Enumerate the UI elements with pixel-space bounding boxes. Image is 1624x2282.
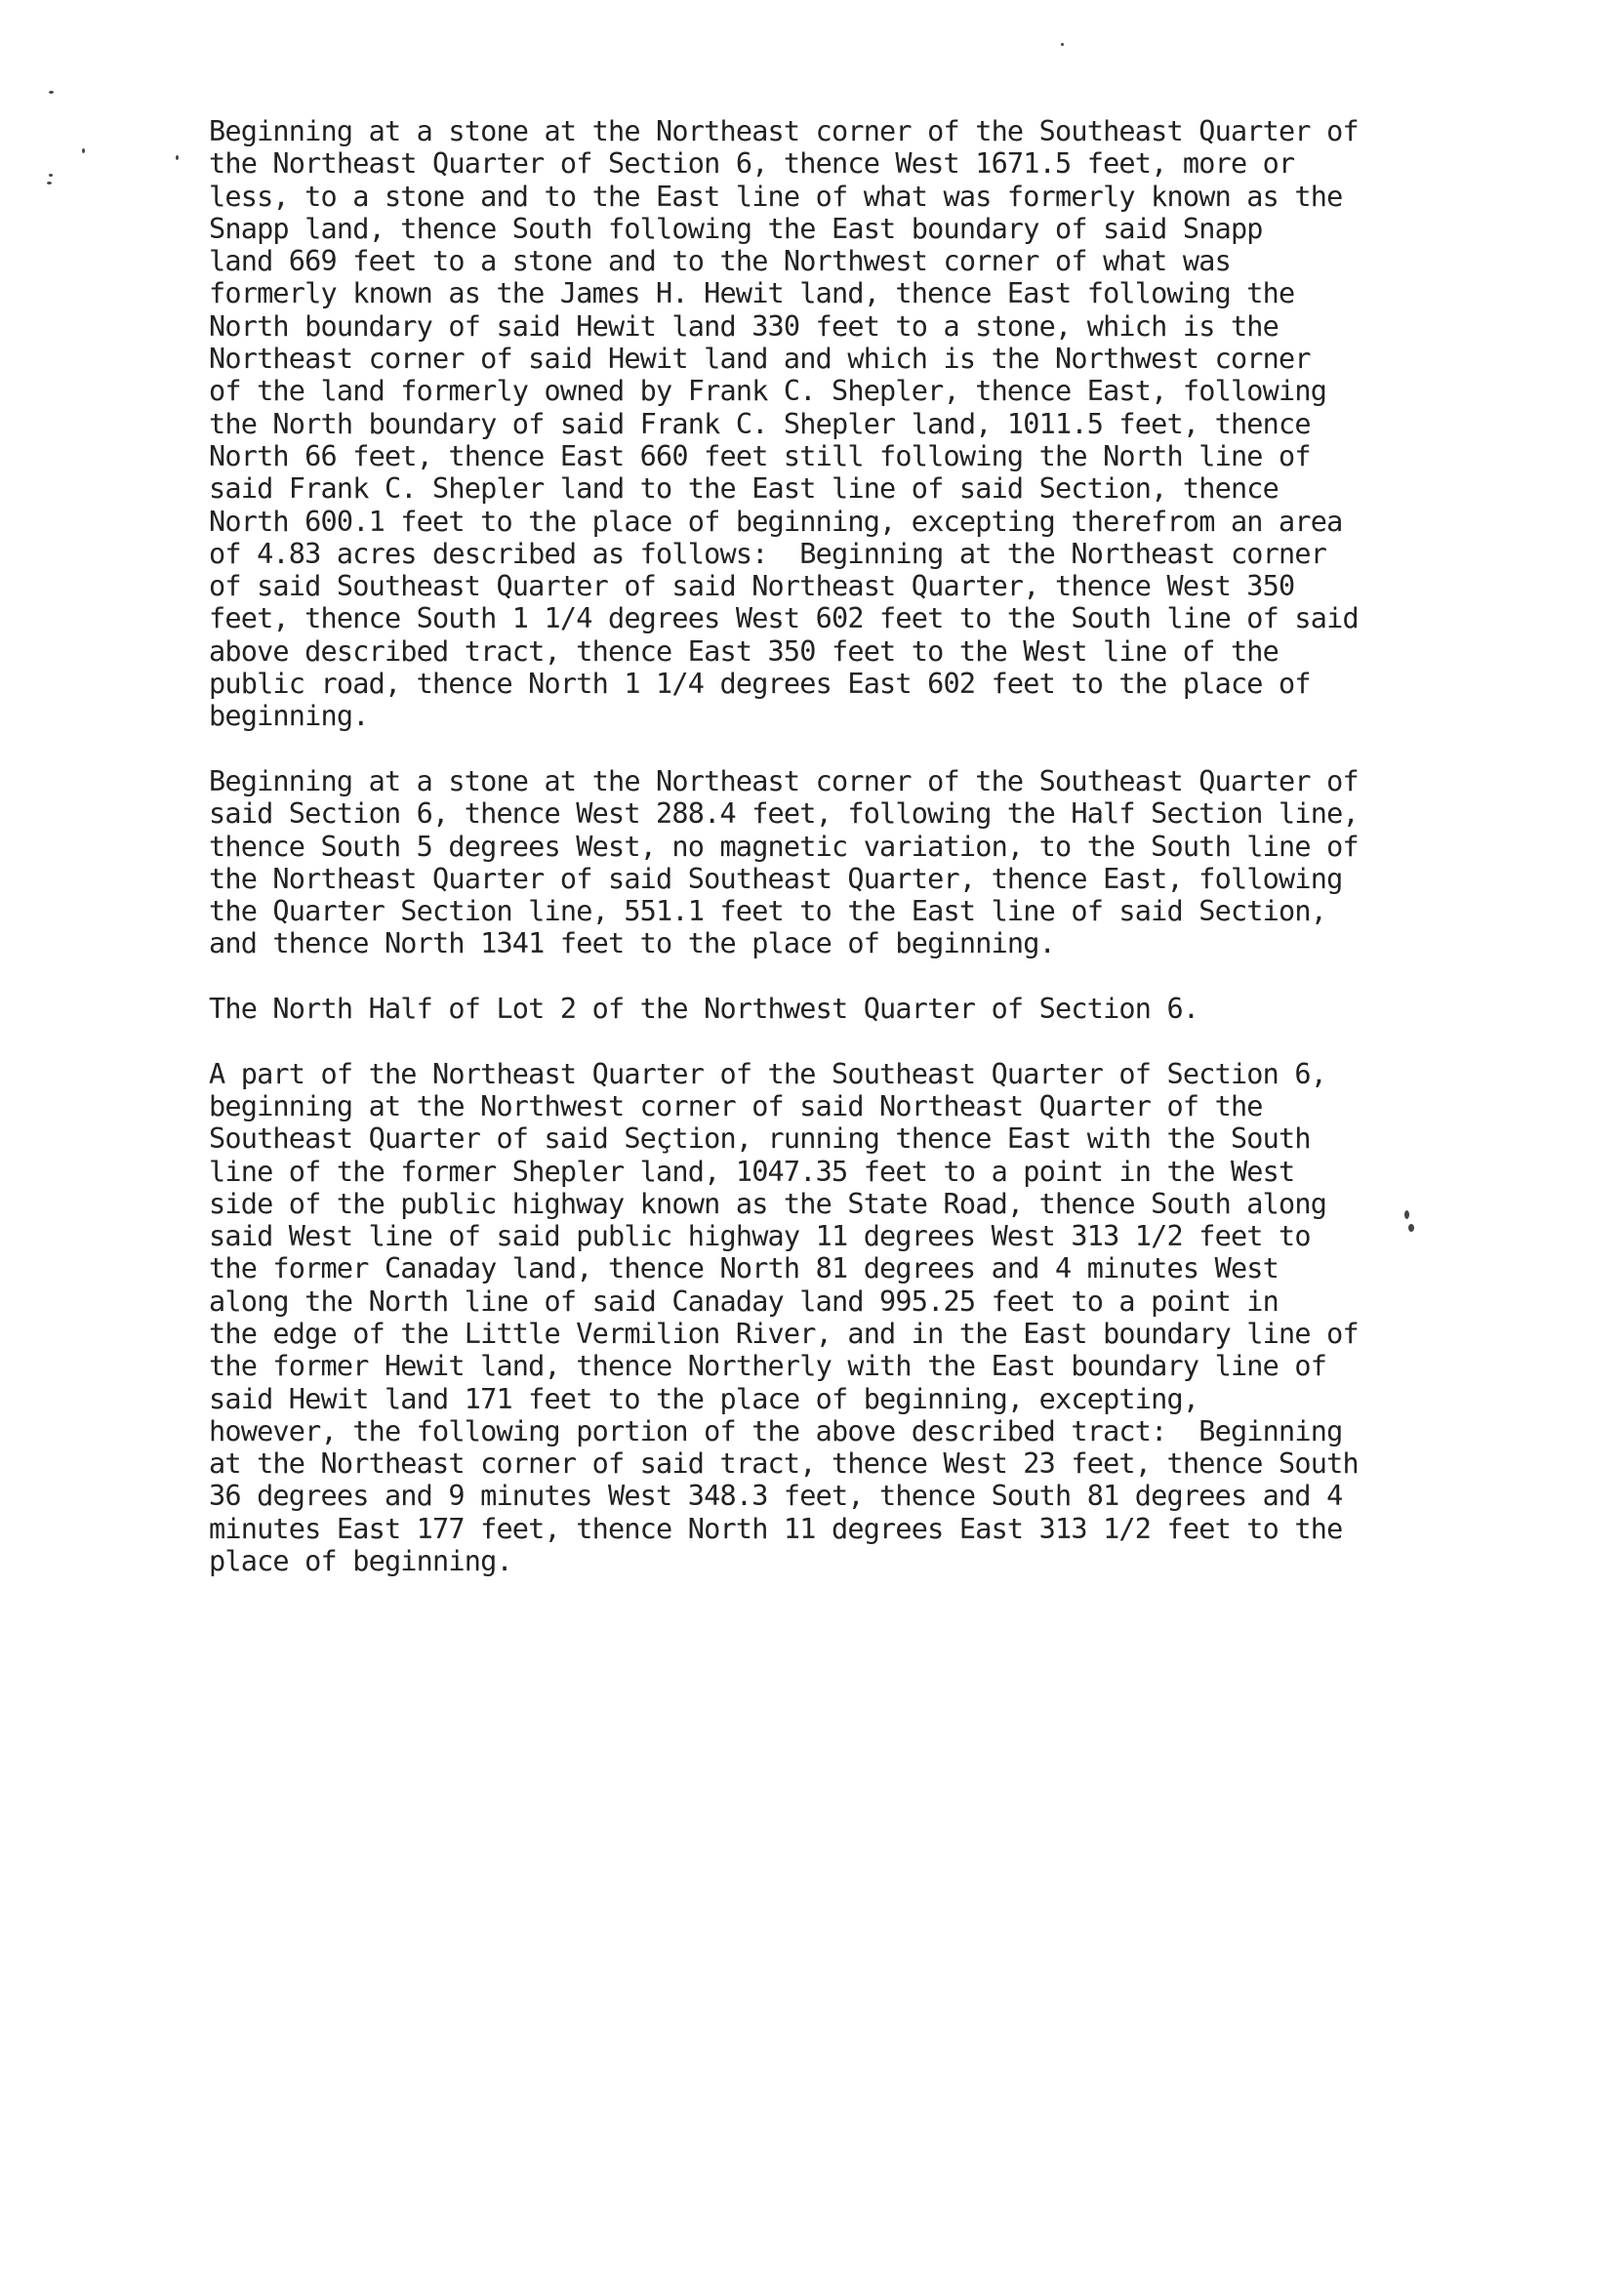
text-line: of said Southeast Quarter of said Northeast Quarter, thence West 350 bbox=[209, 570, 1295, 603]
text-line: minutes East 177 feet, thence North 11 degrees East 313 1/2 feet to the bbox=[209, 1512, 1343, 1545]
text-line: Beginning at a stone at the Northeast corner of the Southeast Quarter of bbox=[209, 115, 1359, 147]
text-line: 36 degrees and 9 minutes West 348.3 feet, thence South 81 degrees and 4 bbox=[209, 1480, 1343, 1513]
scan-speck bbox=[49, 91, 54, 94]
text-line: line of the former Shepler land, 1047.35 feet to a point in the West bbox=[209, 1155, 1295, 1188]
legal-description bbox=[209, 115, 1419, 1610]
text-line: The North Half of Lot 2 of the Northwest Quarter of Section 6. bbox=[209, 993, 1199, 1026]
text-line: place of beginning. bbox=[209, 1545, 512, 1578]
text-line: Snapp land, thence South following the East boundary of said Snapp bbox=[209, 212, 1263, 245]
text-line: said Hewit land 171 feet to the place of beginning, excepting, bbox=[209, 1382, 1199, 1415]
scan-speck bbox=[1061, 43, 1064, 46]
text-line: along the North line of said Canaday land 995.25 feet to a point in bbox=[209, 1284, 1279, 1318]
text-line: the Quarter Section line, 551.1 feet to the East line of said Section, bbox=[209, 895, 1327, 928]
text-line: less, to a stone and to the East line of what was formerly known as the bbox=[209, 180, 1343, 213]
text-line: North boundary of said Hewit land 330 feet to a stone, which is the bbox=[209, 309, 1279, 343]
paragraph-1 bbox=[209, 115, 1419, 733]
text-line: and thence North 1341 feet to the place of beginning. bbox=[209, 927, 1055, 960]
text-line: side of the public highway known as the State Road, thence South along bbox=[209, 1187, 1327, 1220]
scan-speck bbox=[82, 148, 85, 153]
text-line: said West line of said public highway 11 degrees West 313 1/2 feet to bbox=[209, 1220, 1311, 1253]
text-line: the Northeast Quarter of said Southeast Quarter, thence East, following bbox=[209, 862, 1343, 895]
text-line: the former Canaday land, thence North 81 degrees and 4 minutes West bbox=[209, 1252, 1279, 1285]
text-line: land 669 feet to a stone and to the Northwest corner of what was bbox=[209, 245, 1231, 278]
text-line: North 600.1 feet to the place of beginning, excepting therefrom an area bbox=[209, 505, 1343, 538]
text-line: formerly known as the James H. Hewit land, thence East following the bbox=[209, 277, 1295, 310]
scan-speck bbox=[176, 155, 179, 160]
text-line: North 66 feet, thence East 660 feet still following the North line of bbox=[209, 439, 1311, 472]
text-line: of the land formerly owned by Frank C. Shepler, thence East, following bbox=[209, 375, 1327, 408]
paragraph-3 bbox=[209, 993, 1419, 1025]
text-line: the edge of the Little Vermilion River, and in the East boundary line of bbox=[209, 1317, 1359, 1350]
text-line: Beginning at a stone at the Northeast corner of the Southeast Quarter of bbox=[209, 764, 1359, 797]
text-line: the North boundary of said Frank C. Shepler land, 1011.5 feet, thence bbox=[209, 407, 1311, 440]
text-line: the Northeast Quarter of Section 6, thence West 1671.5 feet, more or bbox=[209, 147, 1295, 181]
scan-speck bbox=[47, 182, 52, 184]
text-line: the former Hewit land, thence Northerly with the East boundary line of bbox=[209, 1350, 1327, 1383]
text-line: beginning at the Northwest corner of said Northeast Quarter of the bbox=[209, 1089, 1263, 1122]
text-line: Northeast corner of said Hewit land and which is the Northwest corner bbox=[209, 343, 1311, 376]
text-line: above described tract, thence East 350 feet to the West line of the bbox=[209, 634, 1279, 668]
text-line: public road, thence North 1 1/4 degrees East 602 feet to the place of bbox=[209, 668, 1311, 701]
scan-speck bbox=[49, 174, 53, 177]
text-line: thence South 5 degrees West, no magnetic variation, to the South line of bbox=[209, 830, 1359, 863]
text-line: beginning. bbox=[209, 700, 369, 733]
text-line: A part of the Northeast Quarter of the Southeast Quarter of Section 6, bbox=[209, 1057, 1327, 1090]
text-line: said Section 6, thence West 288.4 feet, following the Half Section line, bbox=[209, 797, 1359, 831]
text-line: said Frank C. Shepler land to the East line of said Section, thence bbox=[209, 472, 1279, 506]
text-line: however, the following portion of the above described tract: Beginning bbox=[209, 1414, 1343, 1447]
text-line: at the Northeast corner of said tract, thence West 23 feet, thence South bbox=[209, 1447, 1359, 1481]
text-line: of 4.83 acres described as follows: Beginning at the Northeast corner bbox=[209, 537, 1327, 570]
text-line: feet, thence South 1 1/4 degrees West 602 feet to the South line of said bbox=[209, 602, 1359, 635]
text-line: Southeast Quarter of said Seçtion, running thence East with the South bbox=[209, 1122, 1311, 1156]
paragraph-2 bbox=[209, 765, 1419, 960]
paragraph-4 bbox=[209, 1058, 1419, 1578]
